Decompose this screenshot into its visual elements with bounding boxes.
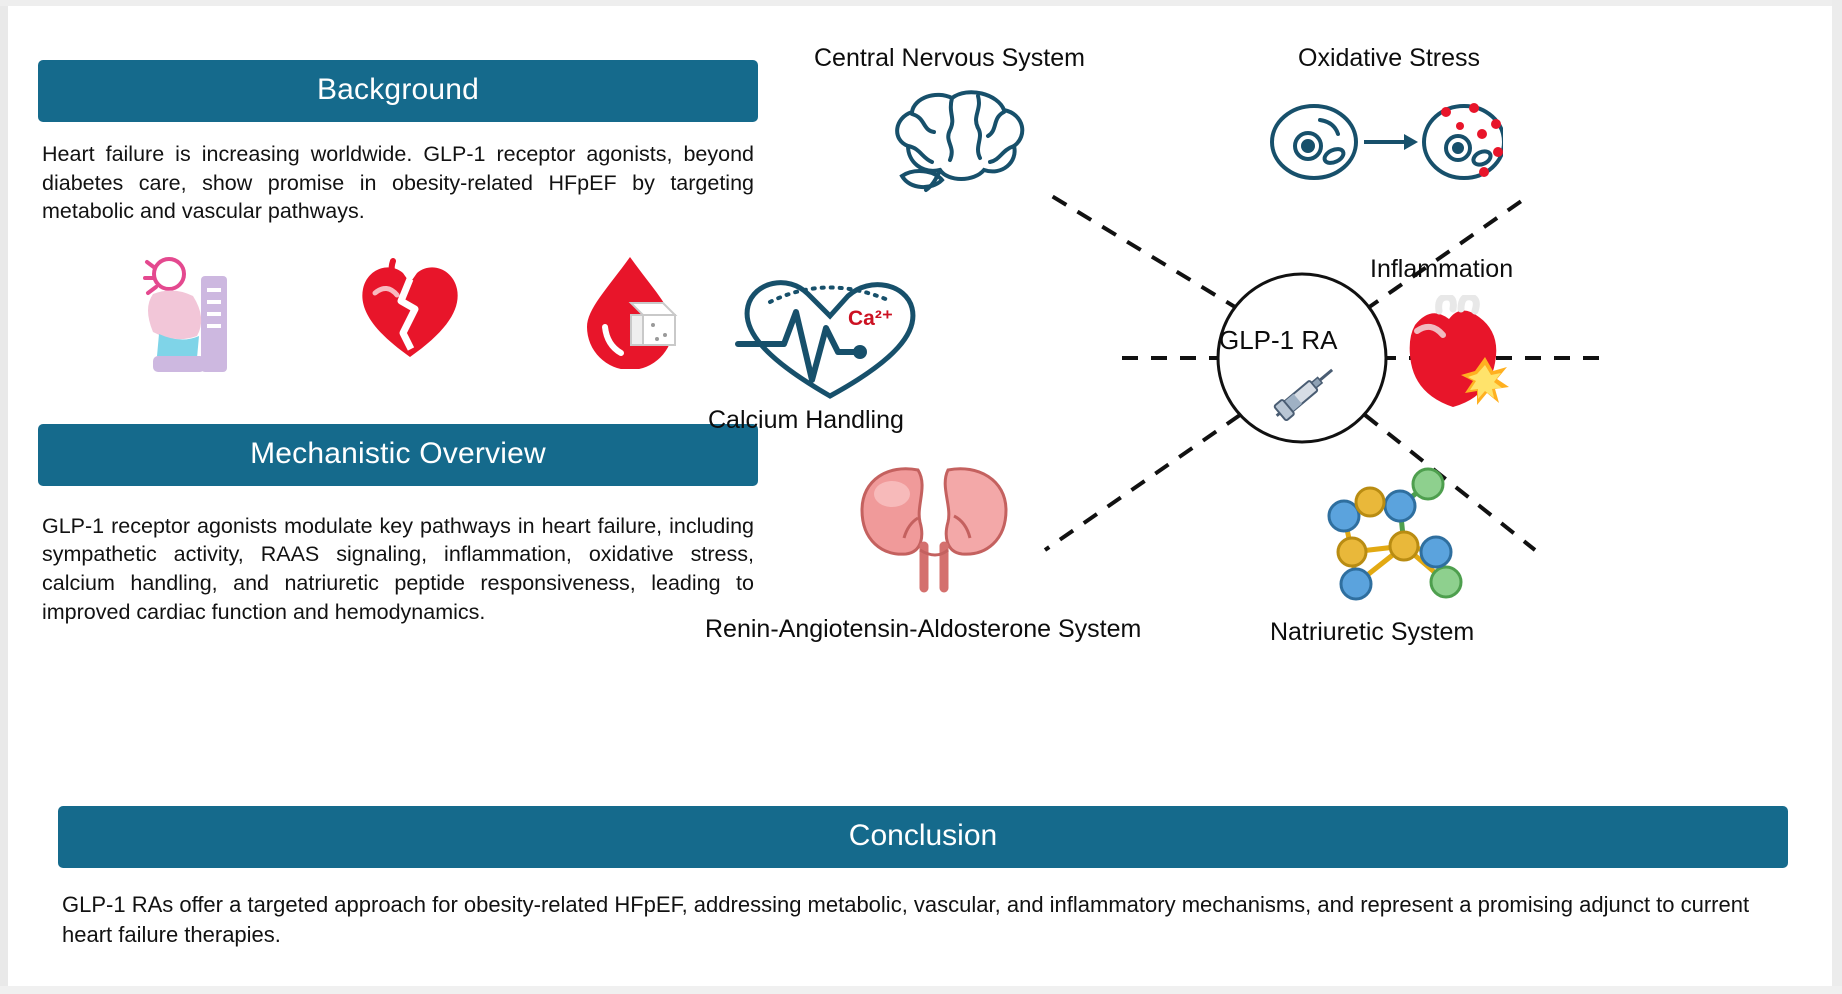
mechanistic-overview-heading: Mechanistic Overview — [38, 424, 758, 486]
peptide-molecule-icon — [1308, 460, 1478, 615]
background-body-text: Heart failure is increasing worldwide. GLP-1 receptor agonists, beyond diabetes care, show promise in obesity-related HFpEF by targeting metabolic and vascular pathways. — [42, 142, 754, 224]
node-label-cns: Central Nervous System — [814, 44, 1085, 72]
mechanism-diagram — [705, 10, 1830, 800]
inflamed-heart-icon — [1395, 295, 1525, 418]
node-label-oxidative-stress: Oxidative Stress — [1298, 44, 1481, 72]
mechanistic-overview-body-text: GLP-1 receptor agonists modulate key pathways in heart failure, including sympathetic activity, RAAS signaling, inflammation, oxidative stress, calcium handling, and natriuretic peptide responsiveness, leading to improved cardiac function and hemodynamics. — [42, 513, 754, 624]
left-column — [38, 60, 758, 626]
heart-ecg-icon — [730, 272, 930, 407]
conclusion-section — [58, 806, 1788, 950]
page-edge-left — [0, 0, 8, 994]
node-label-inflammation: Inflammation — [1370, 255, 1514, 283]
background-heading: Background — [38, 60, 758, 122]
broken-heart-icon — [353, 253, 468, 373]
calcium-ion-badge: Ca²⁺ — [848, 307, 893, 330]
node-label-calcium: Calcium Handling — [708, 406, 904, 434]
brain-icon — [878, 84, 1038, 204]
hub-label: GLP-1 RA — [1219, 325, 1338, 355]
conclusion-heading: Conclusion — [58, 806, 1788, 868]
page-edge-top — [0, 0, 1842, 6]
syringe-icon — [1266, 362, 1344, 427]
page-edge-right — [1832, 0, 1842, 994]
background-icon-row — [38, 248, 758, 378]
page-edge-bottom — [0, 986, 1842, 994]
obesity-weight-scale-icon — [123, 248, 248, 378]
cell-oxidative-stress-icon — [1268, 90, 1503, 205]
blood-drop-glucose-icon — [573, 251, 688, 374]
kidneys-icon — [848, 458, 1023, 598]
node-label-natriuretic: Natriuretic System — [1270, 618, 1475, 646]
connector-hub-to-oxidative-stress — [1365, 195, 1530, 310]
node-label-raas: Renin-Angiotensin-Aldosterone System — [705, 615, 1142, 643]
connector-hub-to-raas — [1045, 415, 1240, 550]
connector-hub-to-cns — [1050, 195, 1240, 310]
conclusion-body-text: GLP-1 RAs offer a targeted approach for obesity-related HFpEF, addressing metabolic, vascular, and inflammatory mechanisms, and represent a promising adjunct to current heart failure therapies. — [62, 892, 1750, 947]
